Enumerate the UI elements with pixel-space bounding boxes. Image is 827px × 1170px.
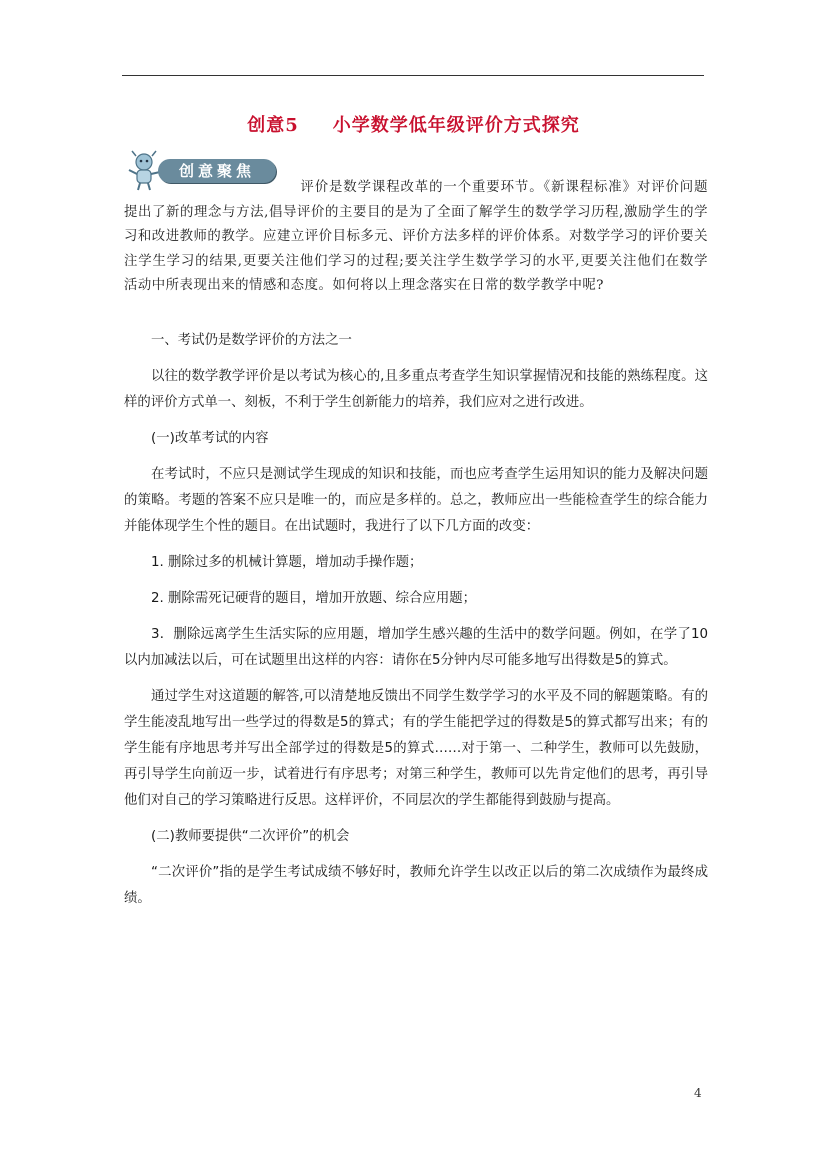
badge-label: 创意聚焦 bbox=[158, 159, 276, 183]
list-item: 1. 删除过多的机械计算题，增加动手操作题； bbox=[151, 555, 423, 570]
paragraph: “二次评价”指的是学生考试成绩不够好时，教师允许学生以改正以后的第二次成绩作为最终成绩。 bbox=[124, 865, 708, 906]
header-rule bbox=[122, 75, 704, 76]
article-body bbox=[124, 328, 708, 912]
list-item: 3．删除远离学生生活实际的应用题，增加学生感兴趣的生活中的数学问题。例如，在学了10以内加减法以后，可在试题里出这样的内容：请你在5分钟内尽可能多地写出得数是5的算式。 bbox=[124, 627, 708, 668]
intro-paragraph bbox=[124, 176, 708, 299]
paragraph: 在考试时，不应只是测试学生现成的知识和技能，而也应考查学生运用知识的能力及解决问题的策略。考题的答案不应只是唯一的，而应是多样的。总之，教师应出一些能检查学生的综合能力并能体现学生个性的题目。在出试题时，我进行了以下几方面的改变： bbox=[124, 467, 708, 534]
paragraph: 以往的数学教学评价是以考试为核心的,且多重点考查学生知识掌握情况和技能的熟练程度。这样的评价方式单一、刻板，不利于学生创新能力的培养，我们应对之进行改进。 bbox=[124, 369, 708, 410]
page-title bbox=[0, 111, 827, 137]
section-heading-1: 一、考试仍是数学评价的方法之一 bbox=[151, 333, 352, 348]
title-prefix: 创意5 bbox=[247, 115, 299, 136]
subsection-heading-2: (二)教师要提供“二次评价”的机会 bbox=[151, 829, 350, 844]
page-number: 4 bbox=[694, 1086, 702, 1100]
list-item: 2. 删除需死记硬背的题目，增加开放题、综合应用题； bbox=[151, 591, 477, 606]
title-text: 小学数学低年级评价方式探究 bbox=[332, 115, 580, 136]
subsection-heading-1: (一)改革考试的内容 bbox=[151, 431, 269, 446]
paragraph: 通过学生对这道题的解答,可以清楚地反馈出不同学生数学学习的水平及不同的解题策略。有的学生能凌乱地写出一些学过的得数是5的算式；有的学生能把学过的得数是5的算式都写出来；有的学生能有序地思考并写出全部学过的得数是5的算式……对于第一、二种学生，教师可以先鼓励，再引导学生向前迈一步，试着进行有序思考；对第三种学生，教师可以先肯定他们的思考，再引导他们对自己的学习策略进行反思。这样评价，不同层次的学生都能得到鼓励与提高。 bbox=[124, 689, 708, 808]
intro-text: 评价是数学课程改革的一个重要环节。《新课程标准》对评价问题提出了新的理念与方法,倡导评价的主要目的是为了全面了解学生的数学学习历程,激励学生的学习和改进教师的教学。应建立评价目标多元、评价方法多样的评价体系。对数学学习的评价要关注学生学习的结果,更要关注他们学习的过程;要关注学生数学学习的水平,更要关注他们在数学活动中所表现出来的情感和态度。如何将以上理念落实在日常的数学教学中呢? bbox=[124, 180, 708, 293]
